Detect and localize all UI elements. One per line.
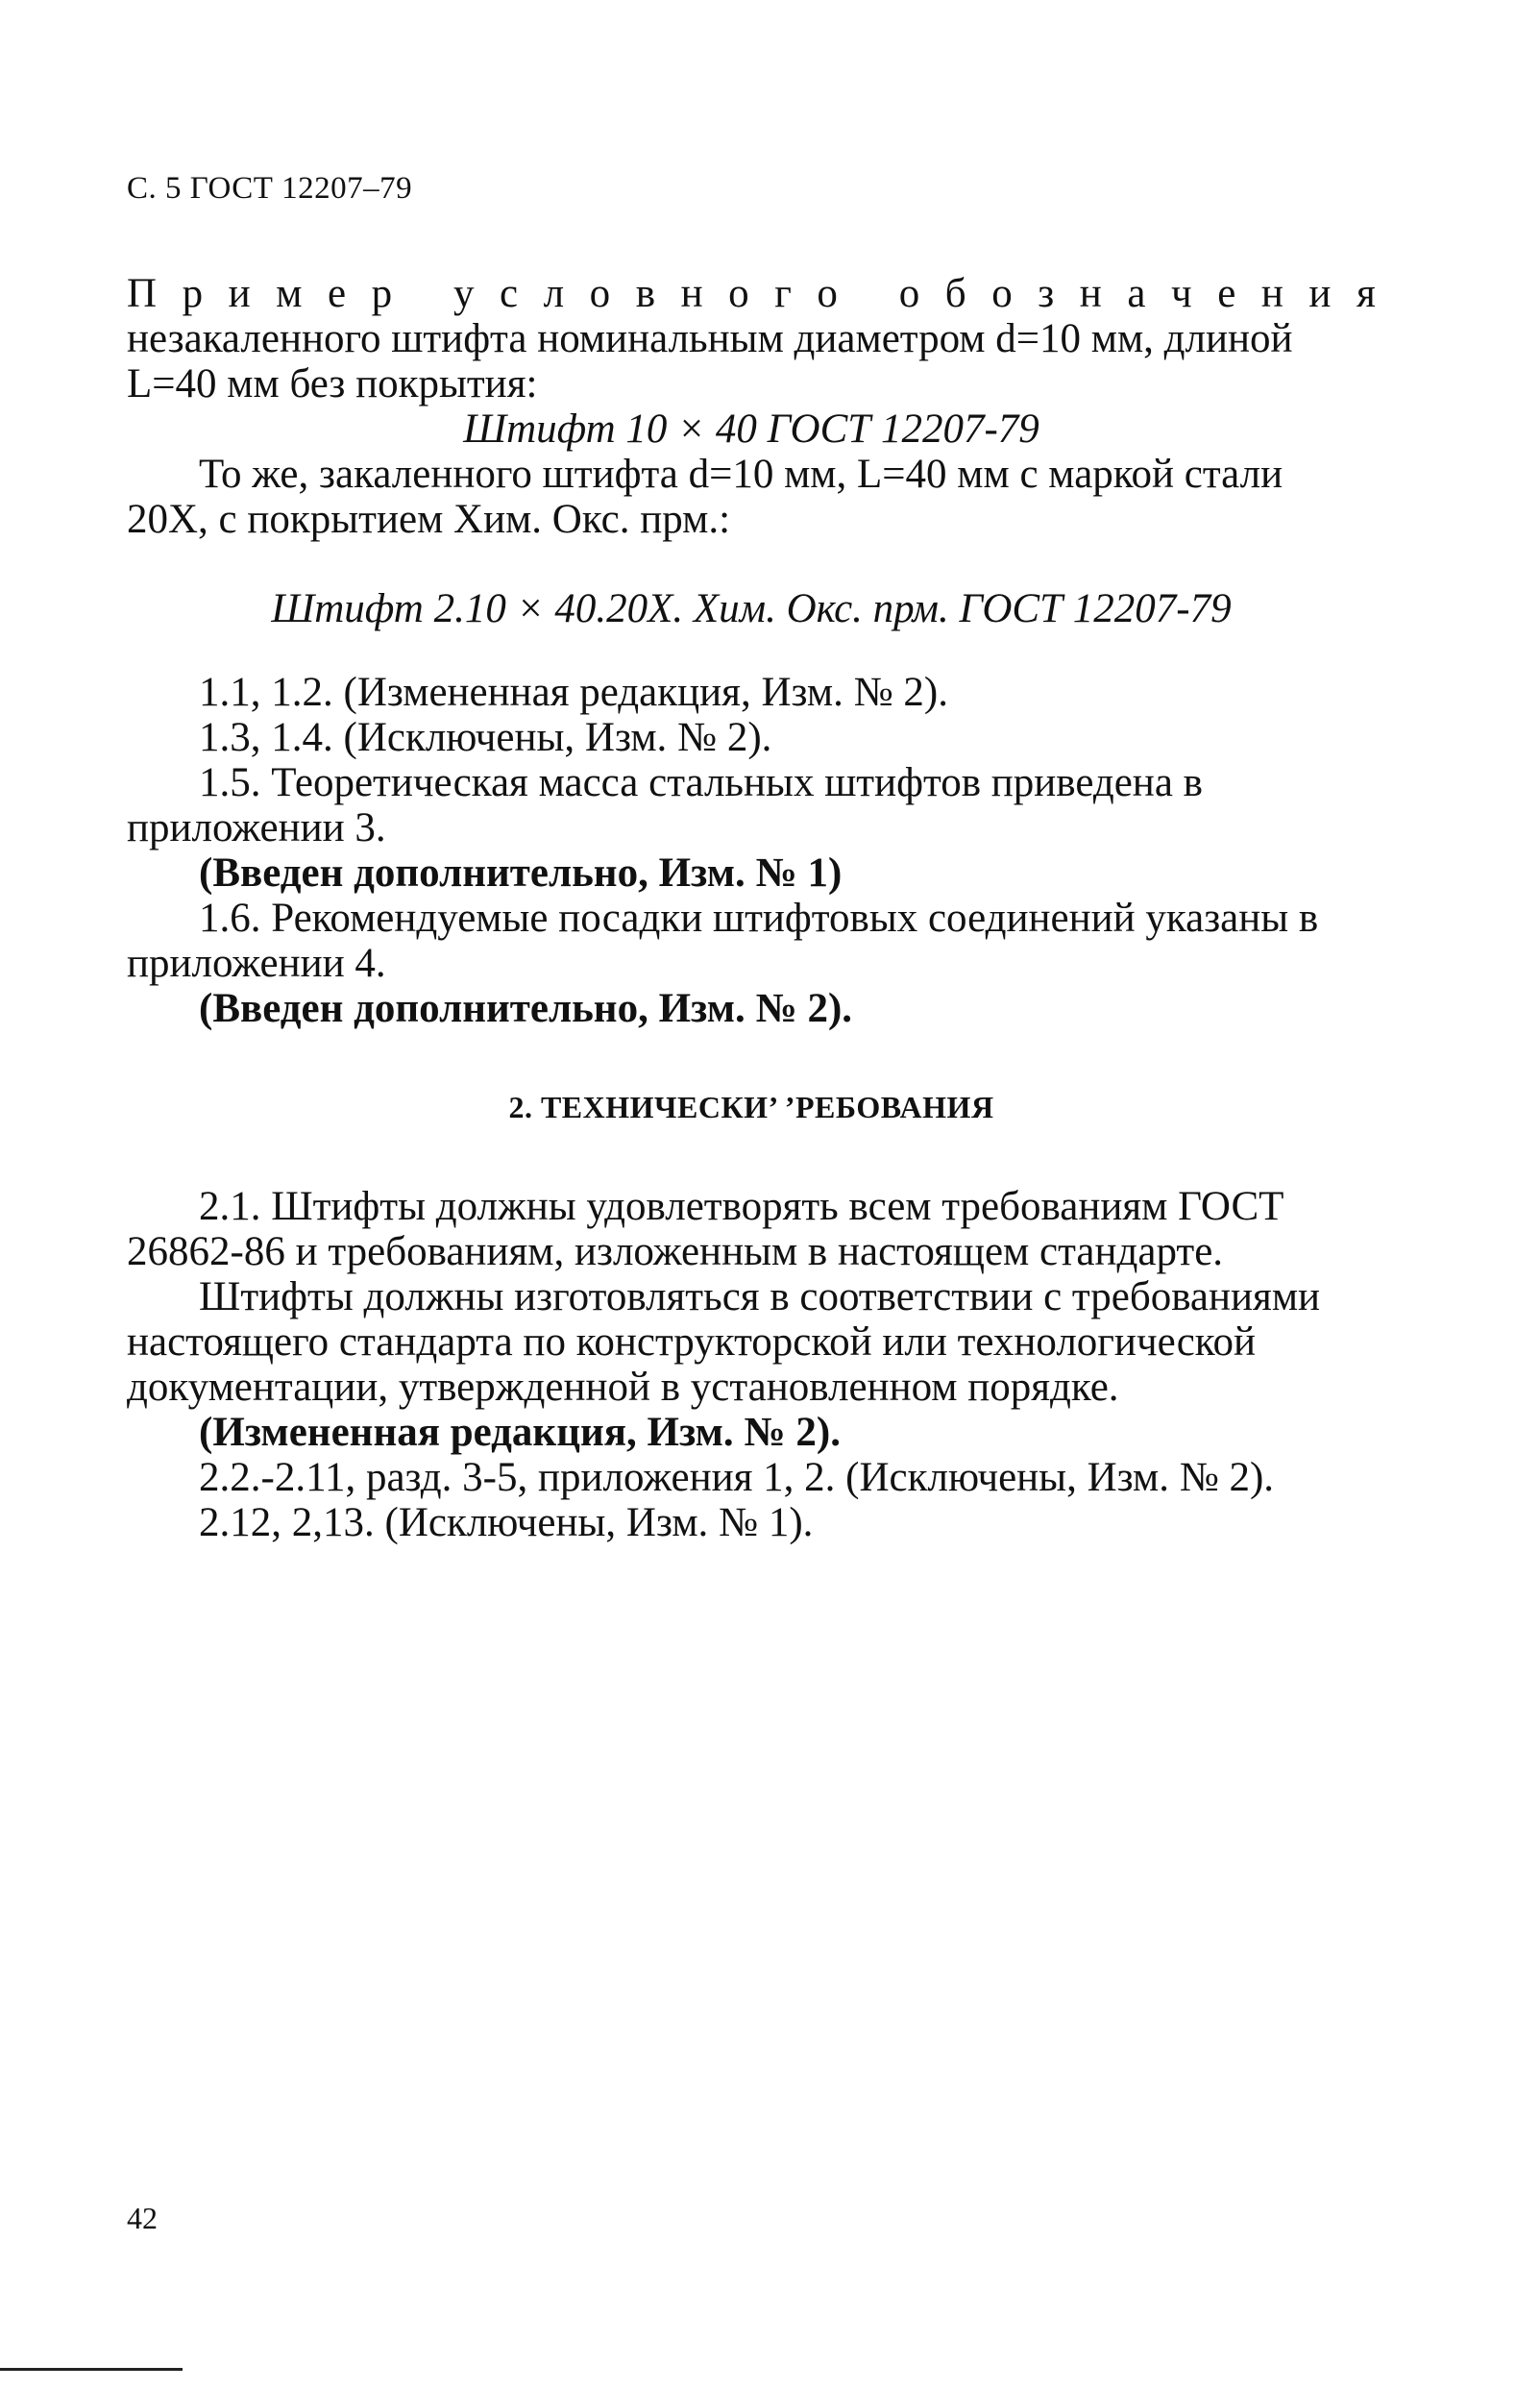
item-2-2: 2.2.-2.11, разд. 3-5, приложения 1, 2. (Исключены, Изм. № 2). (199, 1455, 1275, 1500)
item-2-1-note: (Измененная редакция, Изм. № 2). (199, 1410, 841, 1455)
designation-2: Штифт 2.10 × 40.20Х. Хим. Окс. прм. ГОСТ 12207-79 (271, 586, 1232, 631)
item-1-3 (127, 715, 1376, 760)
spaced-letter: в (635, 271, 656, 316)
item-1-1-text: 1.1, 1.2. (Измененная редакция, Изм. № 2). (199, 670, 948, 715)
spaced-letter: а (1127, 271, 1146, 316)
item-2-1b-line-2: настоящего стандарта по конструкторской или технологической (127, 1319, 1257, 1365)
item-1-5-line-2: приложении 3. (127, 805, 386, 850)
item-1-5-note: (Введен дополнительно, Изм. № 1) (199, 850, 843, 896)
example-line-1: незакаленного штифта номинальным диаметром d=10 мм, длиной (127, 316, 1293, 361)
bottom-rule (0, 2368, 183, 2371)
item-1-3-text: 1.3, 1.4. (Исключены, Изм. № 2). (199, 715, 772, 760)
spaced-letter: н (1079, 271, 1102, 316)
same-line-1: То же, закаленного штифта d=10 мм, L=40 мм с маркой стали (199, 452, 1283, 497)
spaced-letter: е (327, 271, 347, 316)
item-2-1b-line-3: документации, утвержденной в установленном порядке. (127, 1365, 1119, 1410)
item-2-12: 2.12, 2,13. (Исключены, Изм. № 1). (199, 1500, 814, 1545)
spaced-letter: с (500, 271, 519, 316)
same-line-2: 20Х, с покрытием Хим. Окс. прм.: (127, 497, 731, 542)
example-heading-spaced (127, 271, 1376, 316)
spaced-letter: з (1038, 271, 1055, 316)
page-content (127, 271, 1376, 1545)
example-line-2: L=40 мм без покрытия: (127, 361, 538, 407)
item-1-1 (127, 670, 1376, 715)
spaced-letter: р (182, 271, 204, 316)
spaced-letter: о (991, 271, 1013, 316)
spaced-letter: е (1217, 271, 1236, 316)
spaced-letter: о (898, 271, 920, 316)
spaced-letter: б (944, 271, 966, 316)
page-number: 42 (127, 2201, 158, 2235)
item-2-1-line-1: 2.1. Штифты должны удовлетворять всем требованиям ГОСТ (199, 1184, 1284, 1229)
spaced-letter: и (228, 271, 251, 316)
item-2-1-line-2: 26862-86 и требованиям, изложенным в настоящем стандарте. (127, 1229, 1224, 1274)
spaced-letter (863, 271, 873, 316)
item-1-6-line-1: 1.6. Рекомендуемые посадки штифтовых соединений указаны в (199, 896, 1319, 941)
designation-1: Штифт 10 × 40 ГОСТ 12207-79 (463, 407, 1039, 452)
spaced-letter: г (774, 271, 792, 316)
spaced-letter: П (127, 271, 158, 316)
item-1-6-note: (Введен дополнительно, Изм. № 2). (199, 986, 853, 1031)
spaced-letter: и (1308, 271, 1332, 316)
spaced-letter: н (1260, 271, 1283, 316)
spaced-letter: я (1356, 271, 1376, 316)
spaced-letter: о (589, 271, 611, 316)
section-2-heading: 2. ТЕХНИЧЕСКИ’ ’РЕБОВАНИЯ (508, 1090, 994, 1124)
spaced-letter: ч (1171, 271, 1192, 316)
spaced-letter: н (680, 271, 703, 316)
spaced-letter: р (371, 271, 393, 316)
item-2-1b-line-1: Штифты должны изготовляться в соответствии с требованиями (199, 1274, 1321, 1319)
spaced-letter: о (728, 271, 749, 316)
item-1-5-line-1: 1.5. Теоретическая масса стальных штифтов приведена в (199, 760, 1203, 805)
item-1-6-line-2: приложении 4. (127, 941, 386, 986)
page-header: С. 5 ГОСТ 12207–79 (127, 171, 413, 206)
spaced-letter (418, 271, 428, 316)
spaced-letter: л (543, 271, 565, 316)
spaced-letter: м (276, 271, 303, 316)
spaced-letter: о (817, 271, 838, 316)
spaced-letter: у (452, 271, 475, 316)
